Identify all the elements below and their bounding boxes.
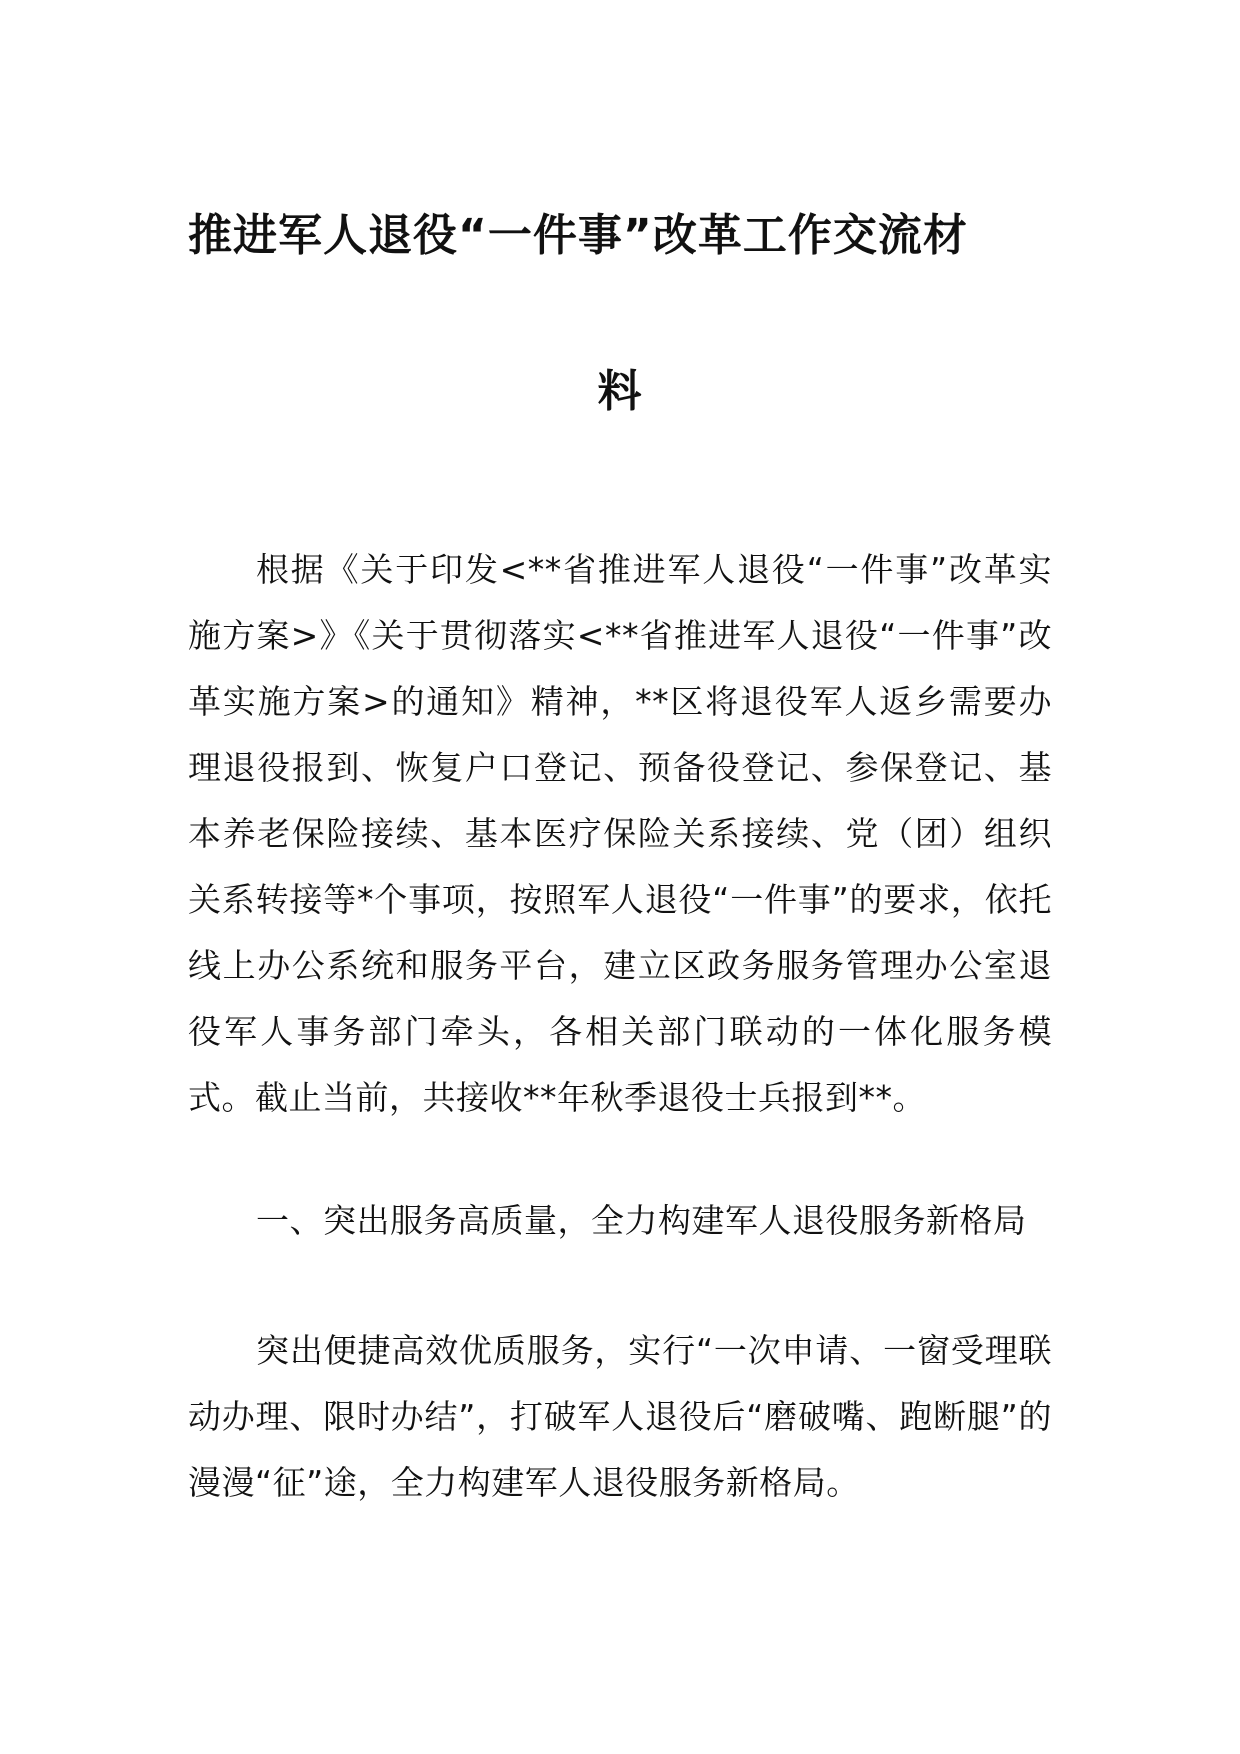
section-heading-1: 一、突出服务高质量，全力构建军人退役服务新格局: [256, 1201, 1027, 1240]
document-title-line-1: 推进军人退役“一件事”改革工作交流材: [188, 210, 968, 261]
body-paragraph-1: 根据《关于印发<**省推进军人退役“一件事”改革实施方案>》《关于贯彻落实<**省推进军人退役“一件事”改革实施方案>的通知》精神，**区将退役军人返乡需要办理退役报到、恢复户口登记、预备役登记、参保登记、基本养老保险接续、基本医疗保险关系接续、党（团）组织关系转接等*个事项，按照军人退役“一件事”的要求，依托线上办公系统和服务平台，建立区政务服务管理办公室退役军人事务部门牵头，各相关部门联动的一体化服务模式。截止当前，共接收**年秋季退役士兵报到**。: [188, 550, 1052, 1117]
document-title-line-2: 料: [597, 366, 643, 417]
body-paragraph-2: 突出便捷高效优质服务，实行“一次申请、一窗受理联动办理、限时办结”，打破军人退役后“磨破嘴、跑断腿”的漫漫“征”途，全力构建军人退役服务新格局。: [188, 1331, 1052, 1502]
